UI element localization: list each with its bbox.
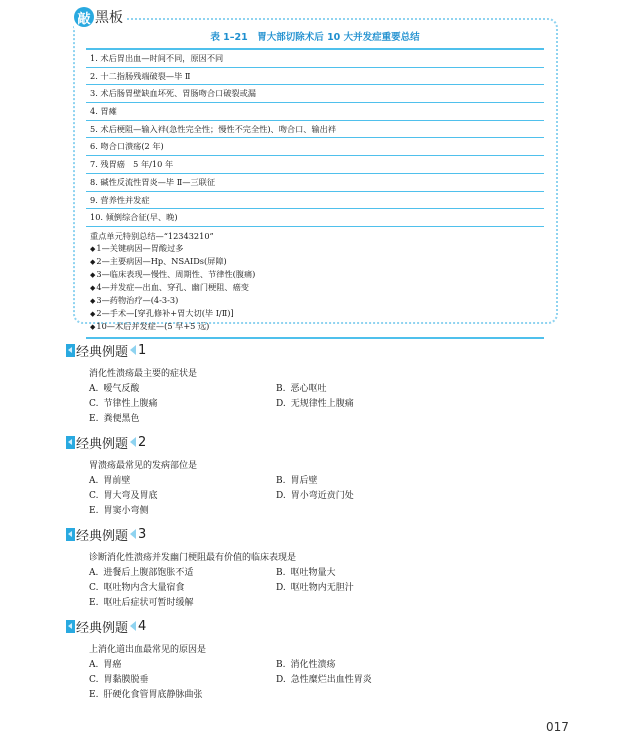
summary-item xyxy=(90,307,544,320)
option-letter: A. xyxy=(89,476,99,486)
arrow-left-icon xyxy=(130,345,136,355)
example-label: 经典例题 xyxy=(76,344,129,360)
option-d xyxy=(276,673,496,688)
option-text: 呕吐后症状可暂时缓解 xyxy=(103,598,194,608)
option-letter: A. xyxy=(89,384,99,394)
option-letter: D. xyxy=(276,675,286,685)
option-letter: E. xyxy=(89,506,99,516)
summary-item-text: 3—药物治疗—(4-3-3) xyxy=(96,294,179,305)
option-e xyxy=(89,504,276,519)
option-letter: E. xyxy=(89,690,99,700)
table-row: 5. 术后梗阻—输入袢(急性完全性；慢性不完全性)、吻合口、输出袢 xyxy=(86,121,544,139)
option-text: 胃癌 xyxy=(103,660,122,670)
summary-item xyxy=(90,255,544,268)
question-stem: 诊断消化性溃疡并发幽门梗阻最有价值的临床表现是 xyxy=(89,553,297,563)
option-text: 急性糜烂出血性胃炎 xyxy=(290,675,372,685)
option-letter: D. xyxy=(276,399,286,409)
options xyxy=(89,566,546,611)
option-text: 恶心呕吐 xyxy=(290,384,327,394)
classic-example-4 xyxy=(66,617,546,703)
option-a xyxy=(89,474,276,489)
diamond-bullet-icon: ◆ xyxy=(90,244,96,253)
option-b xyxy=(276,658,496,673)
option-text: 呕吐物量大 xyxy=(290,568,336,578)
section-marker-icon xyxy=(66,620,75,633)
option-text: 胃黏膜脱垂 xyxy=(103,675,149,685)
option-c xyxy=(89,489,276,504)
option-e xyxy=(89,412,276,427)
option-letter: C. xyxy=(89,675,99,685)
option-text: 肝硬化食管胃底静脉曲张 xyxy=(103,690,203,700)
summary-item xyxy=(90,294,544,307)
option-c xyxy=(89,673,276,688)
classic-example-1 xyxy=(66,341,546,427)
option-text: 胃小弯近贲门处 xyxy=(290,491,354,501)
option-text: 胃前壁 xyxy=(103,476,131,486)
option-text: 粪便黑色 xyxy=(103,414,140,424)
section-marker-icon xyxy=(66,528,75,541)
summary-item xyxy=(90,281,544,294)
example-number: 4 xyxy=(138,618,147,634)
option-c xyxy=(89,397,276,412)
option-text: 呕吐物内含大量宿食 xyxy=(103,583,185,593)
option-e xyxy=(89,596,276,611)
classic-example-2 xyxy=(66,433,546,519)
options xyxy=(89,658,546,703)
diamond-bullet-icon: ◆ xyxy=(90,257,96,266)
option-letter: B. xyxy=(276,476,286,486)
option-text: 消化性溃疡 xyxy=(290,660,336,670)
arrow-left-icon xyxy=(130,529,136,539)
complications-table xyxy=(86,28,544,339)
option-letter: A. xyxy=(89,568,99,578)
option-letter: B. xyxy=(276,660,286,670)
option-text: 嗳气反酸 xyxy=(103,384,140,394)
knock-badge-icon: 敲 xyxy=(74,7,94,27)
option-text: 无规律性上腹痛 xyxy=(290,399,354,409)
summary-item-text: 1—关键病因—胃酸过多 xyxy=(96,242,184,253)
option-text: 节律性上腹痛 xyxy=(103,399,158,409)
arrow-left-icon xyxy=(130,437,136,447)
option-b xyxy=(276,566,496,581)
summary-item-text: 10—术后并发症—(5 早+5 远) xyxy=(96,320,210,331)
option-text: 胃大弯及胃底 xyxy=(103,491,158,501)
table-row: 1. 术后胃出血—时间不同，原因不同 xyxy=(86,50,544,68)
table-row: 6. 吻合口溃疡(2 年) xyxy=(86,138,544,156)
table-row: 2. 十二指肠残端破裂—毕 Ⅱ xyxy=(86,68,544,86)
option-text: 呕吐物内无胆汁 xyxy=(290,583,354,593)
question-stem: 消化性溃疡最主要的症状是 xyxy=(89,369,198,379)
option-text: 胃窦小弯侧 xyxy=(103,506,149,516)
option-letter: B. xyxy=(276,568,286,578)
option-letter: C. xyxy=(89,491,99,501)
option-c xyxy=(89,581,276,596)
example-heading xyxy=(66,433,546,451)
option-letter: E. xyxy=(89,598,99,608)
option-letter: C. xyxy=(89,399,99,409)
option-d xyxy=(276,397,496,412)
table-title: 表 1–21 胃大部切除术后 10 大并发症重要总结 xyxy=(210,32,420,43)
blackboard-title: 黑板 xyxy=(95,10,123,26)
option-d xyxy=(276,489,496,504)
option-d xyxy=(276,581,496,596)
example-heading xyxy=(66,617,546,635)
classic-example-3 xyxy=(66,525,546,611)
arrow-left-icon xyxy=(130,621,136,631)
example-heading xyxy=(66,341,546,359)
table-row: 10. 倾倒综合征(早、晚) xyxy=(86,209,544,227)
table-row: 7. 残胃癌 5 年/10 年 xyxy=(86,156,544,174)
example-number: 2 xyxy=(138,434,147,450)
summary-title: 重点单元特别总结—“12343210” xyxy=(90,230,214,241)
diamond-bullet-icon: ◆ xyxy=(90,283,96,292)
option-letter: C. xyxy=(89,583,99,593)
option-a xyxy=(89,566,276,581)
example-label: 经典例题 xyxy=(76,436,129,452)
summary-item xyxy=(90,268,544,281)
summary-item-text: 3—临床表现—慢性、周期性、节律性(腹痛) xyxy=(96,268,256,279)
option-letter: E. xyxy=(89,414,99,424)
option-letter: D. xyxy=(276,583,286,593)
options xyxy=(89,382,546,427)
diamond-bullet-icon: ◆ xyxy=(90,322,96,331)
table-row: 8. 碱性反流性胃炎—毕 Ⅱ—三联征 xyxy=(86,174,544,192)
option-letter: A. xyxy=(89,660,99,670)
option-b xyxy=(276,382,496,397)
example-heading xyxy=(66,525,546,543)
summary-item-text: 2—主要病因—Hp、NSAIDs(屏障) xyxy=(96,255,227,266)
summary-item xyxy=(90,242,544,255)
summary-item xyxy=(90,320,544,333)
summary-item-text: 2—手术—[穿孔修补+胃大切(毕 Ⅰ/Ⅱ)] xyxy=(96,307,234,318)
option-text: 胃后壁 xyxy=(290,476,318,486)
blackboard-header xyxy=(74,6,125,28)
option-letter: D. xyxy=(276,491,286,501)
option-letter: B. xyxy=(276,384,286,394)
table-rows xyxy=(86,48,544,339)
option-a xyxy=(89,382,276,397)
example-number: 1 xyxy=(138,342,147,358)
table-row: 4. 胃瘫 xyxy=(86,103,544,121)
summary-item-text: 4—并发症—出血、穿孔、幽门梗阻、癌变 xyxy=(96,281,249,292)
option-b xyxy=(276,474,496,489)
diamond-bullet-icon: ◆ xyxy=(90,296,96,305)
page-number: 017 xyxy=(546,720,569,734)
example-number: 3 xyxy=(138,526,147,542)
option-text: 进餐后上腹部饱胀不适 xyxy=(103,568,194,578)
example-label: 经典例题 xyxy=(76,528,129,544)
unit-summary xyxy=(86,227,544,339)
example-label: 经典例题 xyxy=(76,620,129,636)
question-stem: 胃溃疡最常见的发病部位是 xyxy=(89,461,198,471)
table-row: 9. 营养性并发症 xyxy=(86,192,544,210)
option-e xyxy=(89,688,276,703)
table-row: 3. 术后肠胃壁缺血坏死、胃肠吻合口破裂或漏 xyxy=(86,85,544,103)
diamond-bullet-icon: ◆ xyxy=(90,309,96,318)
section-marker-icon xyxy=(66,436,75,449)
section-marker-icon xyxy=(66,344,75,357)
options xyxy=(89,474,546,519)
option-a xyxy=(89,658,276,673)
diamond-bullet-icon: ◆ xyxy=(90,270,96,279)
question-stem: 上消化道出血最常见的原因是 xyxy=(89,645,207,655)
